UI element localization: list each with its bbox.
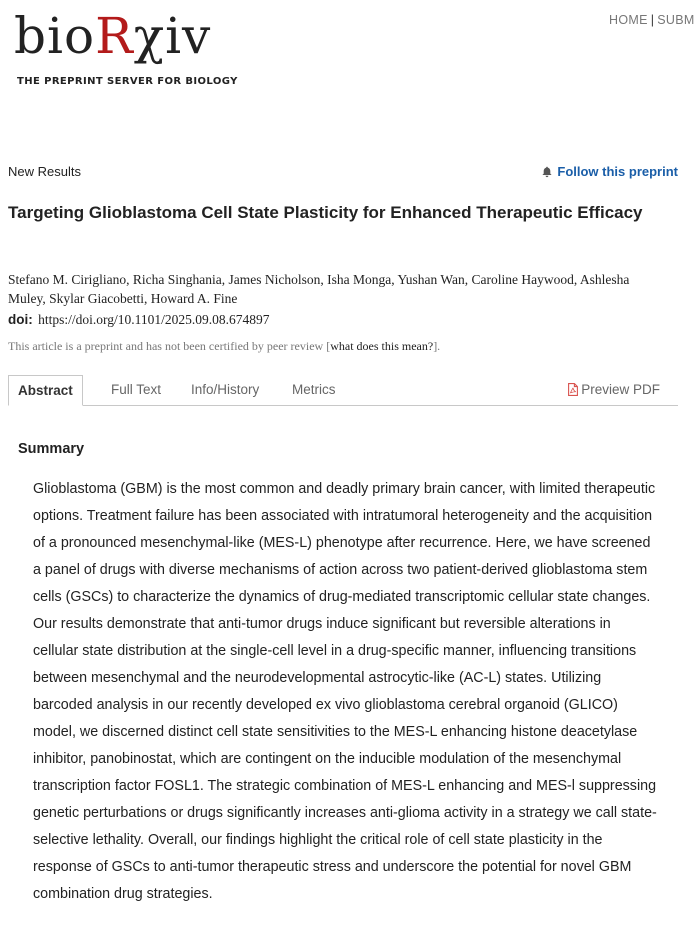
logo-wordmark: bioRχiv — [14, 7, 212, 65]
article-title: Targeting Glioblastoma Cell State Plasticity for Enhanced Therapeutic Efficacy — [8, 203, 643, 222]
tab-abstract[interactable]: Abstract — [8, 375, 83, 406]
summary-heading: Summary — [18, 441, 85, 457]
tab-info-history[interactable]: Info/History — [191, 382, 260, 397]
article-section-label: New Results — [8, 164, 81, 179]
site-header — [0, 0, 695, 100]
follow-preprint-button[interactable] — [541, 164, 678, 179]
tab-metrics[interactable]: Metrics — [292, 382, 336, 397]
preprint-disclaimer — [8, 339, 440, 354]
disclaimer-text: This article is a preprint and has not been certified by peer review [ — [8, 339, 331, 353]
what-does-this-mean-link[interactable]: what does this mean? — [330, 339, 434, 353]
disclaimer-suffix: ]. — [433, 339, 441, 353]
bell-icon — [541, 166, 553, 178]
author-list: Stefano M. Cirigliano, Richa Singhania, James Nicholson, Isha Monga, Yushan Wan, Caroline Haywood, Ashlesha Muley, Skylar Giacobetti, Howard A. Fine — [8, 272, 630, 306]
biorxiv-logo[interactable] — [14, 6, 211, 66]
follow-label: Follow this preprint — [557, 164, 678, 179]
tab-full-text[interactable]: Full Text — [111, 382, 162, 397]
pdf-file-icon — [568, 383, 578, 396]
nav-separator: | — [650, 13, 655, 27]
nav-home-link[interactable]: HOME — [609, 13, 648, 27]
nav-submit-link[interactable]: SUBM — [657, 13, 695, 27]
preview-pdf-label: Preview PDF — [581, 382, 660, 397]
top-nav — [609, 13, 695, 27]
preview-pdf-button[interactable] — [568, 375, 660, 404]
article-tabs — [8, 375, 678, 406]
logo-tagline: THE PREPRINT SERVER FOR BIOLOGY — [17, 76, 238, 87]
doi-label: doi: — [8, 312, 33, 327]
doi-line — [8, 312, 270, 328]
abstract-text: Glioblastoma (GBM) is the most common and deadly primary brain cancer, with limited therapeutic options. Treatment failure has been associated with intratumoral heterogeneity and the acquisition of a pronounced mesenchymal-like (MES-L) phenotype after recurrence. Here, we have screened a panel of drugs with diverse mechanisms of action across two patient-derived glioblastoma stem cells (GSCs) to characterize the dynamics of drug-mediated transcriptomic cellular state changes. Our results demonstrate that anti-tumor drugs induce significant but reversible alterations in cellular state distribution at the single-cell level in a drug-specific manner, influencing transitions between mesenchymal and the neurodevelopmental astrocytic-like (AC-L) states. Utilizing barcoded analysis in our recently developed ex vivo glioblastoma cerebral organoid (GLICO) model, we discerned distinct cell state sensitivities to the MES-L enhancing histone deacetylase inhibitor, panobinostat, which are contingent on the inducible modulation of the mesenchymal transcription factor FOSL1. The strategic combination of MES-L enhancing and MES-l suppressing genetic perturbations or drugs significantly increases anti-glioma activity in a strategy we call state-selective lethality. Overall, our findings highlight the critical role of cell state plasticity in the response of GSCs to anti-tumor therapeutic stress and underscore the potential for novel GBM combination drug strategies. — [33, 481, 657, 902]
doi-link[interactable]: https://doi.org/10.1101/2025.09.08.674897 — [38, 312, 270, 327]
